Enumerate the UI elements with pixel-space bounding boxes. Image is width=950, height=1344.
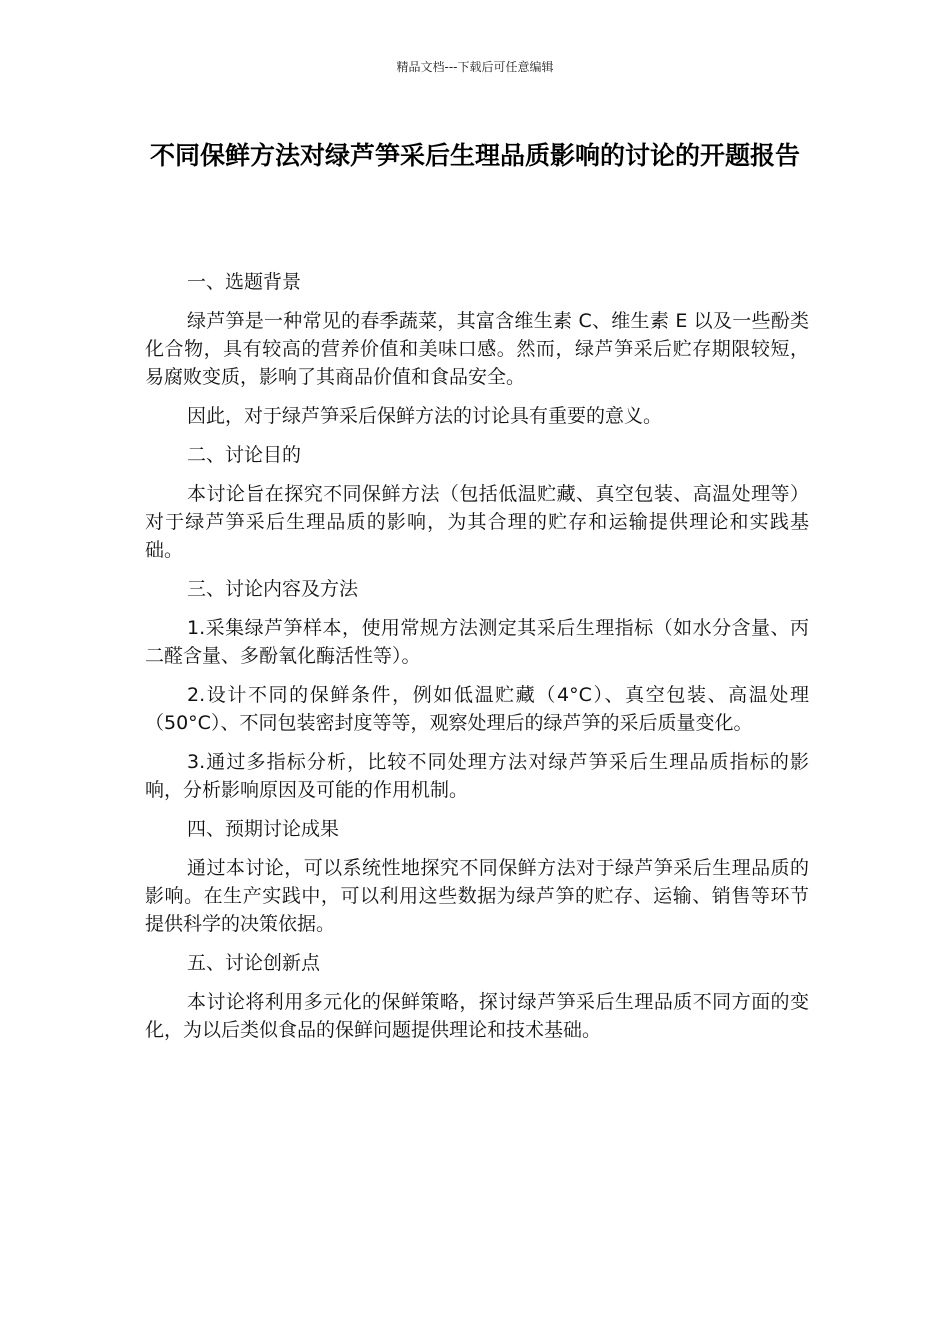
- section-heading: 四、预期讨论成果: [187, 818, 340, 840]
- section-heading: 五、讨论创新点: [187, 952, 321, 974]
- paragraph: 本讨论旨在探究不同保鲜方法（包括低温贮藏、真空包装、高温处理等）对于绿芦笋采后生理品质的影响，为其合理的贮存和运输提供理论和实践基础。: [145, 483, 809, 561]
- section-background: [145, 268, 809, 430]
- paragraph: 通过本讨论，可以系统性地探究不同保鲜方法对于绿芦笋采后生理品质的影响。在生产实践中，可以利用这些数据为绿芦笋的贮存、运输、销售等环节提供科学的决策依据。: [145, 857, 809, 935]
- paragraph: 3.通过多指标分析，比较不同处理方法对绿芦笋采后生理品质指标的影响，分析影响原因及可能的作用机制。: [145, 751, 809, 801]
- paragraph: 1.采集绿芦笋样本，使用常规方法测定其采后生理指标（如水分含量、丙二醛含量、多酚氧化酶活性等）。: [145, 617, 809, 667]
- section-objective: [145, 441, 809, 564]
- section-innovation: [145, 949, 809, 1044]
- document-title: 不同保鲜方法对绿芦笋采后生理品质影响的讨论的开题报告: [149, 141, 800, 170]
- header-note: 精品文档---下载后可任意编辑: [396, 60, 554, 74]
- section-heading: 三、讨论内容及方法: [187, 578, 359, 600]
- paragraph: 因此，对于绿芦笋采后保鲜方法的讨论具有重要的意义。: [187, 405, 663, 427]
- section-heading: 二、讨论目的: [187, 444, 302, 466]
- paragraph: 绿芦笋是一种常见的春季蔬菜，其富含维生素 C、维生素 E 以及一些酚类化合物，具有较高的营养价值和美味口感。然而，绿芦笋采后贮存期限较短，易腐败变质，影响了其商品价值和食品安全。: [145, 310, 809, 388]
- document-body: [145, 268, 809, 1055]
- paragraph: 2.设计不同的保鲜条件，例如低温贮藏（4°C）、真空包装、高温处理（50°C）、不同包装密封度等等，观察处理后的绿芦笋的采后质量变化。: [145, 684, 809, 734]
- section-heading: 一、选题背景: [187, 271, 302, 293]
- section-content-methods: [145, 575, 809, 804]
- section-expected-results: [145, 815, 809, 938]
- paragraph: 本讨论将利用多元化的保鲜策略，探讨绿芦笋采后生理品质不同方面的变化，为以后类似食品的保鲜问题提供理论和技术基础。: [145, 991, 809, 1041]
